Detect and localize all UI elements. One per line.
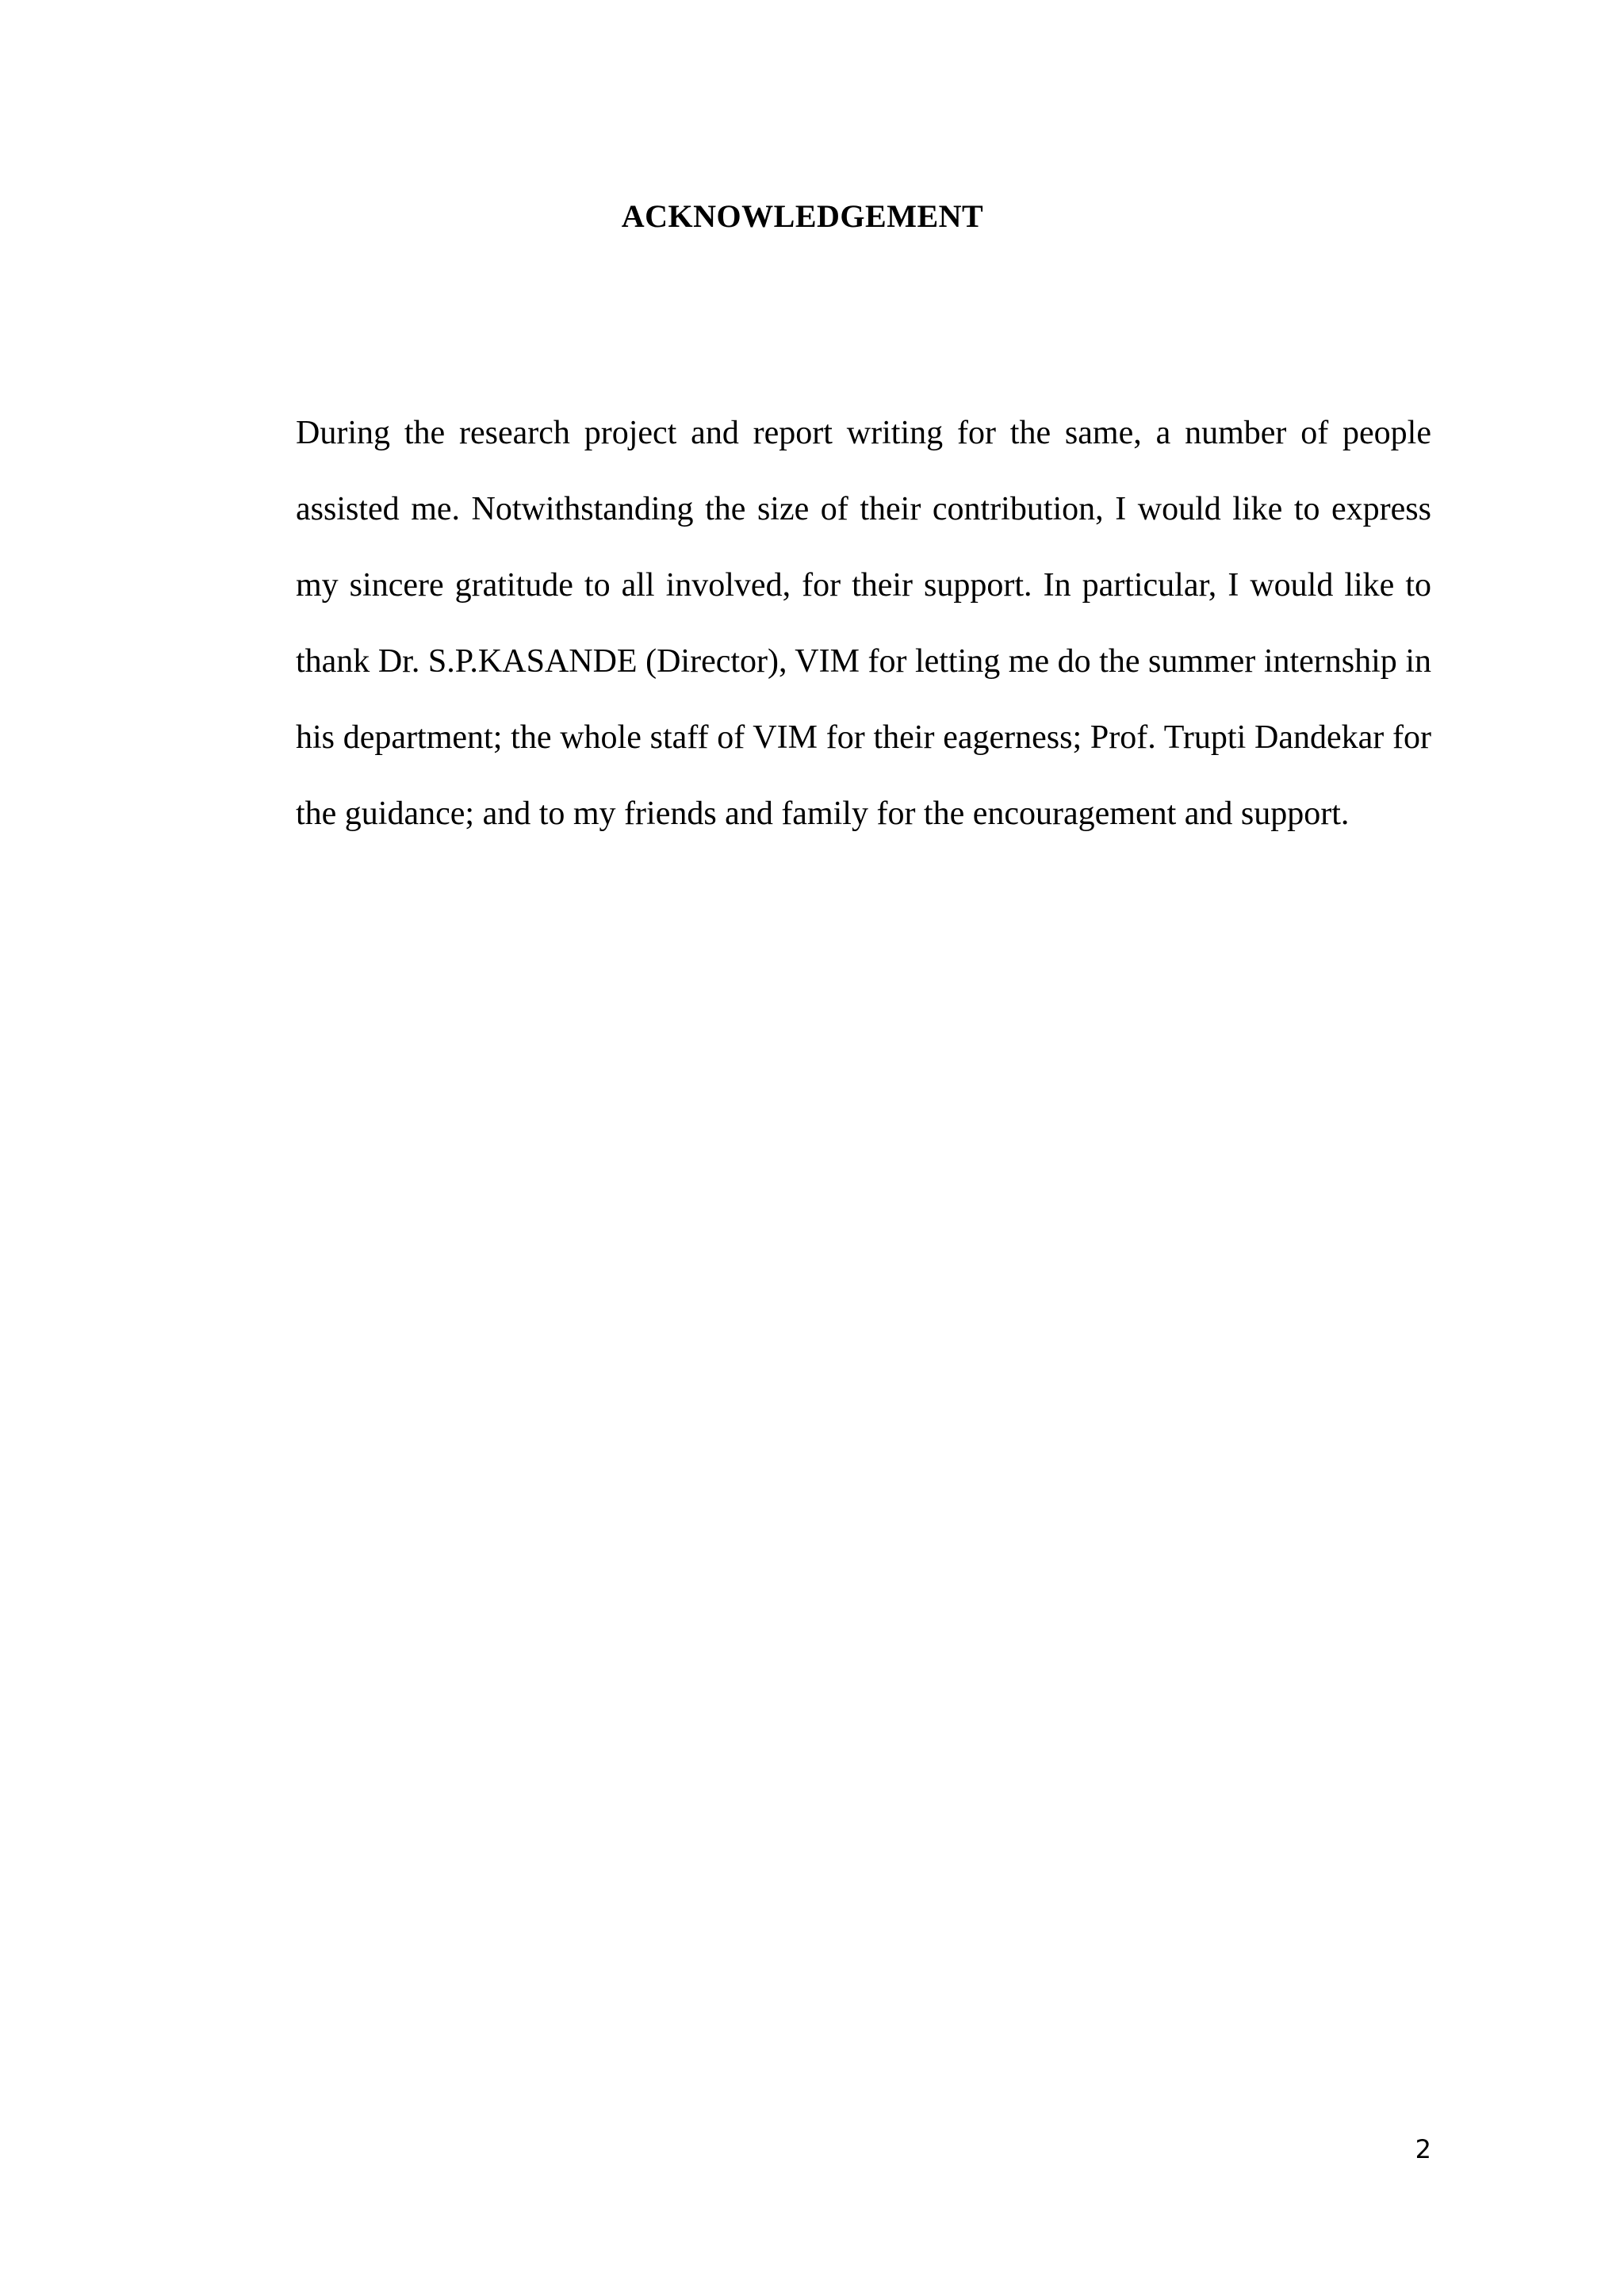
page-number: 2 xyxy=(1415,2134,1431,2164)
page-heading: ACKNOWLEDGEMENT xyxy=(621,198,984,234)
acknowledgement-paragraph: During the research project and report writing for the same, a number of people assisted me. Notwithstanding the size of their contribution, I would like to express my sincere gratitude to all involved, for their support. In particular, I would like to thank Dr. S.P.KASANDE (Director), VIM for letting me do the summer internship in his department; the whole staff of VIM for their eagerness; Prof. Trupti Dandekar for the guidance; and to my friends and family for the encouragement and support. xyxy=(296,415,1431,832)
